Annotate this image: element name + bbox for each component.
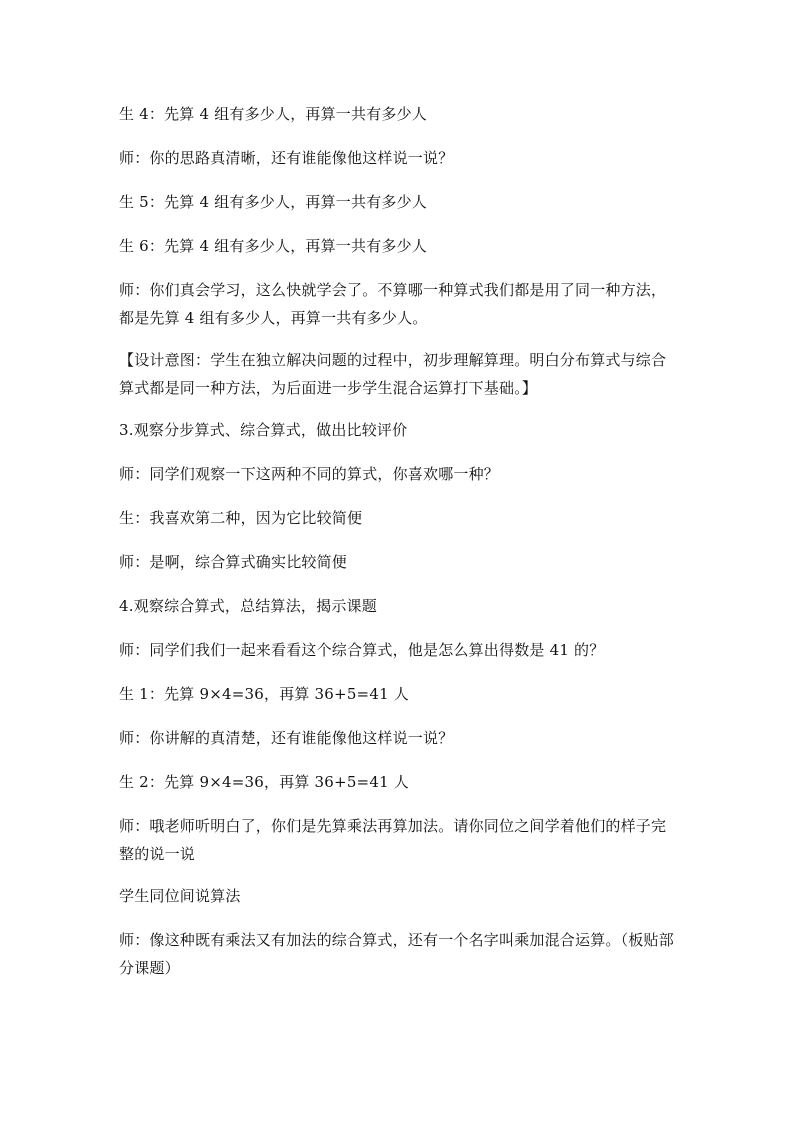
paragraph: 师：同学们观察一下这两种不同的算式，你喜欢哪一种？: [119, 465, 500, 483]
section-heading: 4.观察综合算式，总结算法，揭示课题: [119, 597, 377, 615]
paragraph: 师：你的思路真清晰，还有谁能像他这样说一说？: [119, 149, 454, 167]
paragraph: 师：你讲解的真清楚，还有谁能像他这样说一说？: [119, 729, 454, 747]
paragraph: 生 6：先算 4 组有多少人，再算一共有多少人: [119, 237, 427, 255]
paragraph: 生：我喜欢第二种，因为它比较简便: [119, 509, 363, 527]
paragraph: 师：哦老师听明白了，你们是先算乘法再算加法。请你同位之间学着他们的样子完整的说一说: [119, 817, 667, 863]
paragraph: 生 2：先算 9×4=36，再算 36+5=41 人: [119, 773, 409, 791]
paragraph: 生 4：先算 4 组有多少人，再算一共有多少人: [119, 105, 427, 123]
design-intent-paragraph: 【设计意图：学生在独立解决问题的过程中，初步理解算理。明白分布算式与综合算式都是同一种方法，为后面进一步学生混合运算打下基础。】: [119, 351, 667, 397]
document-body: [119, 100, 679, 996]
paragraph: 师：同学们我们一起来看看这个综合算式，他是怎么算出得数是 41 的？: [119, 641, 605, 659]
section-heading: 3.观察分步算式、综合算式，做出比较评价: [119, 421, 408, 439]
paragraph: 师：你们真会学习，这么快就学会了。不算哪一种算式我们都是用了同一种方法，都是先算 4 组有多少人，再算一共有多少人。: [119, 281, 667, 327]
paragraph: 学生同位间说算法: [119, 887, 241, 905]
paragraph: 师：像这种既有乘法又有加法的综合算式，还有一个名字叫乘加混合运算。（板贴部分课题）: [119, 931, 674, 977]
paragraph: 生 5：先算 4 组有多少人，再算一共有多少人: [119, 193, 427, 211]
paragraph: 生 1：先算 9×4=36，再算 36+5=41 人: [119, 685, 409, 703]
paragraph: 师：是啊，综合算式确实比较简便: [119, 553, 348, 571]
